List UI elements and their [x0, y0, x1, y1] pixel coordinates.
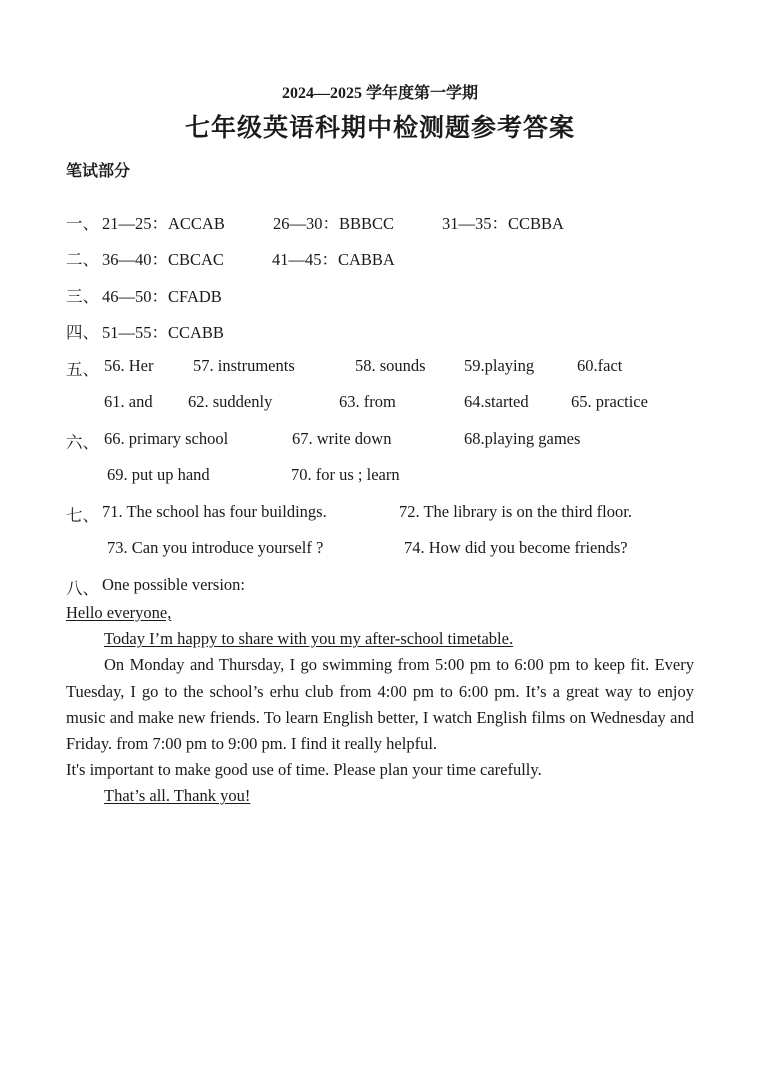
essay-intro: Today I’m happy to share with you my after-school timetable.: [104, 629, 514, 649]
answer-group: 21—25：ACCAB: [102, 214, 225, 233]
section-number: 七、: [66, 506, 99, 525]
answer-sentence: 71. The school has four buildings.: [102, 502, 327, 521]
term-heading: 2024—2025 学年度第一学期: [281, 85, 478, 102]
essay-conclusion: It's important to make good use of time. Please plan your time carefully.: [66, 760, 542, 780]
essay-greeting: Hello everyone,: [66, 603, 172, 622]
answer-item: 61. and: [104, 392, 153, 411]
answer-item: 68.playing games: [464, 429, 581, 448]
section-heading: 笔试部分: [66, 163, 131, 180]
answer-group: 41—45：CABBA: [272, 250, 395, 269]
answer-item: 60.fact: [577, 356, 623, 375]
answer-item: 58. sounds: [355, 356, 426, 375]
section-number: 四、: [66, 323, 99, 342]
answer-group: 46—50：CFADB: [102, 287, 222, 306]
sample-essay: [66, 600, 694, 810]
essay-body: On Monday and Thursday, I go swimming from 5:00 pm to 6:00 pm to keep fit. Every Tuesday, I go to the school’s erhu club from 4:00 pm to 6:00 pm. It’s a great way to enjoy music and make new friends. To learn English better, I watch English films on Wednesday and Friday. from 7:00 pm to 9:00 pm. I find it really helpful.: [66, 655, 694, 754]
answer-group: 51—55：CCABB: [102, 323, 224, 342]
answer-item: 66. primary school: [104, 429, 229, 448]
section-number: 六、: [66, 433, 99, 452]
answer-item: 65. practice: [571, 392, 648, 411]
answer-item: 59.playing: [464, 356, 535, 375]
answer-sentence: 73. Can you introduce yourself ?: [107, 538, 324, 557]
answer-item: 64.started: [464, 392, 529, 411]
essay-closing: That’s all. Thank you!: [104, 786, 251, 806]
answer-item: 56. Her: [104, 356, 154, 375]
section-number: 三、: [66, 287, 99, 306]
section-number: 一、: [66, 214, 99, 233]
answer-item: 63. from: [339, 392, 396, 411]
answer-sentence: 74. How did you become friends?: [404, 538, 628, 557]
answer-group: 36—40：CBCAC: [102, 250, 224, 269]
answer-group: 31—35：CCBBA: [442, 214, 564, 233]
answer-item: 70. for us ; learn: [291, 465, 400, 484]
answer-sentence: 72. The library is on the third floor.: [399, 502, 632, 521]
answer-item: 62. suddenly: [188, 392, 273, 411]
section-number: 二、: [66, 250, 99, 269]
section-number: 八、: [66, 579, 99, 598]
page-title: 七年级英语科期中检测题参考答案: [184, 115, 575, 142]
answer-item: 69. put up hand: [107, 465, 210, 484]
answer-item: 67. write down: [292, 429, 392, 448]
answer-group: 26—30：BBBCC: [273, 214, 395, 233]
section-number: 五、: [66, 360, 99, 379]
answer-item: 57. instruments: [193, 356, 295, 375]
writing-label: One possible version:: [102, 575, 245, 594]
